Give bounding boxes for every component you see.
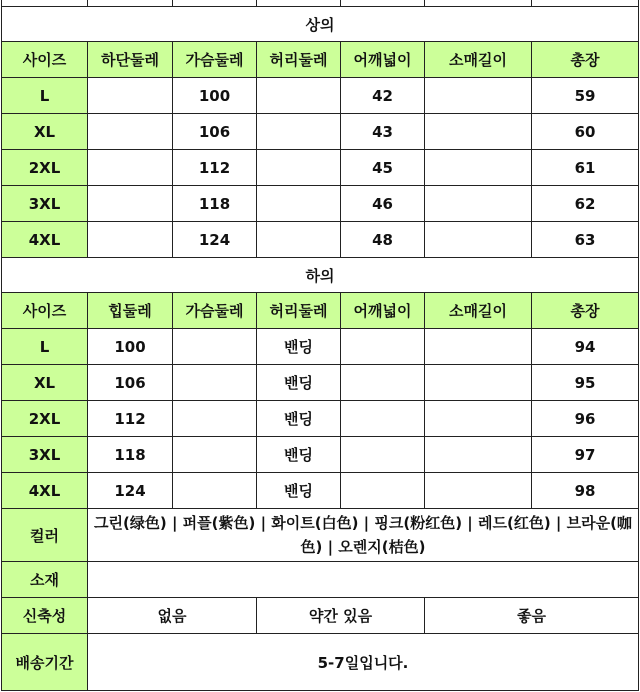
color-row xyxy=(2,509,639,562)
header-cell: 어깨넓이 xyxy=(341,293,425,329)
bottom-section-title-row xyxy=(2,258,639,293)
stretch-label: 신축성 xyxy=(2,598,88,634)
table-row xyxy=(2,186,639,222)
table-cell: 61 xyxy=(532,150,639,186)
table-row xyxy=(2,114,639,150)
header-cell: 허리둘레 xyxy=(257,293,341,329)
stretch-row xyxy=(2,598,639,634)
color-value: 그린(绿色) | 퍼플(紫色) | 화이트(白色) | 핑크(粉红色) | 레드(红色) | 브라운(咖色) | 오렌지(桔色) xyxy=(88,509,639,562)
table-cell xyxy=(257,150,341,186)
shipping-value: 5-7일입니다. xyxy=(88,634,639,691)
table-cell xyxy=(425,401,532,437)
size-cell: 4XL xyxy=(2,473,88,509)
table-cell: 밴딩 xyxy=(257,437,341,473)
table-row xyxy=(2,437,639,473)
size-cell: 4XL xyxy=(2,222,88,258)
size-cell: XL xyxy=(2,114,88,150)
size-cell: L xyxy=(2,329,88,365)
header-cell: 힙둘레 xyxy=(88,293,173,329)
table-cell xyxy=(341,473,425,509)
table-cell xyxy=(173,473,257,509)
table-cell xyxy=(425,473,532,509)
table-cell: 94 xyxy=(532,329,639,365)
table-cell: 118 xyxy=(88,437,173,473)
table-cell: 100 xyxy=(173,78,257,114)
table-cell: 밴딩 xyxy=(257,473,341,509)
table-cell xyxy=(341,401,425,437)
table-cell: 62 xyxy=(532,186,639,222)
size-table xyxy=(1,0,639,691)
header-cell: 허리둘레 xyxy=(257,42,341,78)
header-cell: 사이즈 xyxy=(2,293,88,329)
table-cell xyxy=(257,114,341,150)
table-cell: 118 xyxy=(173,186,257,222)
header-cell: 소매길이 xyxy=(425,293,532,329)
header-cell: 사이즈 xyxy=(2,42,88,78)
table-row xyxy=(2,365,639,401)
table-cell: 98 xyxy=(532,473,639,509)
table-cell: 밴딩 xyxy=(257,401,341,437)
bottom-section-title: 하의 xyxy=(2,258,639,293)
stretch-option-none: 없음 xyxy=(88,598,257,634)
size-cell: 3XL xyxy=(2,437,88,473)
top-section-title: 상의 xyxy=(2,7,639,42)
table-cell: 48 xyxy=(341,222,425,258)
table-cell xyxy=(425,150,532,186)
table-row xyxy=(2,473,639,509)
table-cell xyxy=(88,222,173,258)
table-cell xyxy=(341,365,425,401)
shipping-label: 배송기간 xyxy=(2,634,88,691)
table-cell: 106 xyxy=(88,365,173,401)
table-cell xyxy=(425,186,532,222)
table-cell xyxy=(88,150,173,186)
table-cell: 59 xyxy=(532,78,639,114)
color-label: 컬러 xyxy=(2,509,88,562)
table-cell xyxy=(257,186,341,222)
size-cell: 3XL xyxy=(2,186,88,222)
size-cell: L xyxy=(2,78,88,114)
table-cell xyxy=(341,329,425,365)
table-cell: 45 xyxy=(341,150,425,186)
table-cell xyxy=(173,329,257,365)
table-cell xyxy=(173,437,257,473)
table-cell xyxy=(88,78,173,114)
table-row xyxy=(2,78,639,114)
table-cell: 46 xyxy=(341,186,425,222)
top-header-row xyxy=(2,42,639,78)
stretch-option-good: 좋음 xyxy=(425,598,639,634)
table-cell xyxy=(425,329,532,365)
table-cell xyxy=(257,78,341,114)
table-cell: 96 xyxy=(532,401,639,437)
table-row xyxy=(2,329,639,365)
table-cell: 42 xyxy=(341,78,425,114)
table-row xyxy=(2,401,639,437)
table-cell: 63 xyxy=(532,222,639,258)
material-label: 소재 xyxy=(2,562,88,598)
table-cell xyxy=(341,437,425,473)
table-cell xyxy=(88,186,173,222)
table-cell: 밴딩 xyxy=(257,329,341,365)
header-cell: 소매길이 xyxy=(425,42,532,78)
table-cell xyxy=(173,365,257,401)
table-cell: 100 xyxy=(88,329,173,365)
table-cell: 106 xyxy=(173,114,257,150)
table-cell: 밴딩 xyxy=(257,365,341,401)
bottom-header-row xyxy=(2,293,639,329)
table-row xyxy=(2,150,639,186)
table-cell: 97 xyxy=(532,437,639,473)
header-cell: 가슴둘레 xyxy=(173,293,257,329)
size-cell: 2XL xyxy=(2,150,88,186)
table-cell: 124 xyxy=(173,222,257,258)
table-cell: 43 xyxy=(341,114,425,150)
table-cell xyxy=(173,401,257,437)
table-cell: 112 xyxy=(173,150,257,186)
table-cell xyxy=(425,365,532,401)
header-cell: 어깨넓이 xyxy=(341,42,425,78)
size-cell: 2XL xyxy=(2,401,88,437)
header-cell: 총장 xyxy=(532,42,639,78)
table-cell xyxy=(425,437,532,473)
table-cell xyxy=(425,114,532,150)
table-cell xyxy=(425,222,532,258)
table-cell: 95 xyxy=(532,365,639,401)
table-cell xyxy=(257,222,341,258)
size-cell: XL xyxy=(2,365,88,401)
material-row xyxy=(2,562,639,598)
table-cell xyxy=(88,114,173,150)
header-cell: 가슴둘레 xyxy=(173,42,257,78)
stretch-option-some: 약간 있음 xyxy=(257,598,425,634)
table-cell: 124 xyxy=(88,473,173,509)
header-cell: 총장 xyxy=(532,293,639,329)
material-value xyxy=(88,562,639,598)
table-cell xyxy=(425,78,532,114)
top-section-title-row xyxy=(2,7,639,42)
header-cell: 하단둘레 xyxy=(88,42,173,78)
shipping-row xyxy=(2,634,639,691)
table-row xyxy=(2,222,639,258)
table-cell: 60 xyxy=(532,114,639,150)
table-cell: 112 xyxy=(88,401,173,437)
